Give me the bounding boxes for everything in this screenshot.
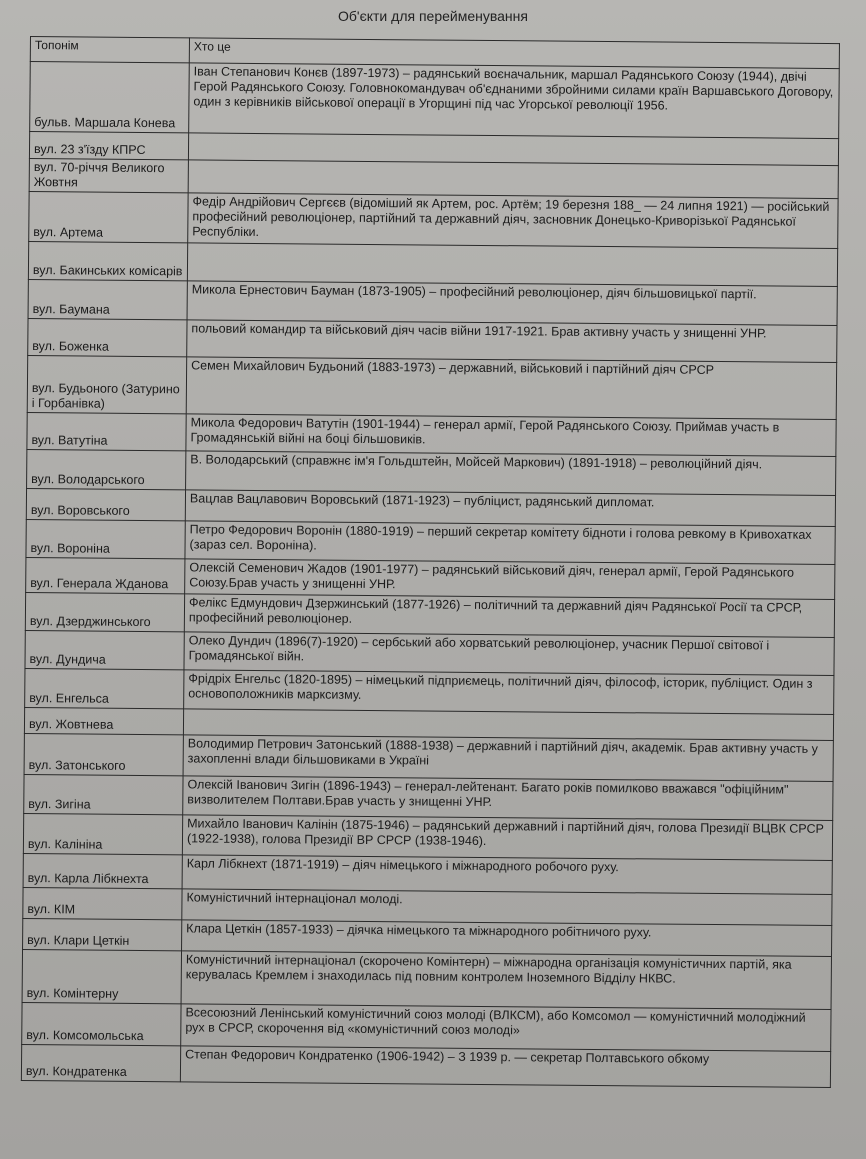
description-cell: Вацлав Вацлавович Воровський (1871-1923) – публіцист, радянський дипломат. [185, 490, 835, 527]
toponym-cell: вул. 70-річчя Великого Жовтня [29, 158, 188, 192]
toponym-cell: вул. Боженка [28, 318, 187, 356]
description-cell: Фрідріх Енгельс (1820-1895) – німецький підприємець, політичний діяч, філософ, історик, публіцист. Один з основоположників марксизму. [184, 670, 834, 715]
table-row [29, 191, 838, 248]
header-toponym: Топонім [30, 37, 189, 63]
renaming-table [21, 36, 840, 1088]
toponym-cell: вул. Бакинських комісарів [28, 241, 187, 280]
toponym-cell: вул. Будьоного (Затурино і Горбанівка) [27, 355, 186, 413]
description-cell: Микола Федорович Ватутін (1901-1944) – генерал армії, Герой Радянського Союзу. Приймав участь в Громадянській війні на боці більшовиків. [186, 414, 836, 457]
table-row [22, 1002, 831, 1051]
description-cell [187, 243, 837, 287]
toponym-cell: вул. Карла Лібкнехта [23, 853, 182, 888]
toponym-cell: вул. Калініна [23, 813, 182, 854]
toponym-cell: вул. Артема [29, 191, 188, 242]
toponym-cell: вул. Вороніна [26, 519, 185, 558]
table-row [22, 949, 831, 1009]
description-cell: Фелікс Едмундович Дзержинський (1877-1926) – політичний та державний діяч Радянської Росії та СРСР, професійний революціонер. [184, 594, 834, 638]
description-cell: Федір Андрійович Сергєєв (відоміший як Артем, рос. Артём; 19 березня 188_ — 24 липня 1921) — російський професійний революціонер, партійний та державний діяч, засновник Донецько-Криворізької Радянської Республіки. [188, 193, 838, 249]
table-row [21, 1044, 830, 1087]
toponym-cell: вул. 23 з'їзду КПРС [29, 132, 188, 160]
table-row [23, 813, 832, 860]
description-cell: Іван Степанович Конєв (1897-1973) – радянський воєначальник, маршал Радянського Союзу (1944), двічі Герой Радянського Союзу. Головнокомандувач об'єднаними збройними силами країн Варшавського Договору, один з керівників військової операції в Угорщині під час Угорської революції 1956. [189, 63, 840, 139]
toponym-cell: вул. Зигіна [24, 774, 183, 814]
description-cell: Олеко Дундич (1896(7)-1920) – сербський або хорватський революціонер, учасник Першої світової і Громадянської війн. [184, 632, 834, 676]
toponym-cell: вул. Ватутіна [27, 412, 186, 450]
toponym-cell: вул. Дзерджинського [25, 592, 184, 631]
description-cell: Комуністичний інтернаціонал молоді. [182, 889, 832, 926]
description-cell: Олексій Іванович Зигін (1896-1943) – генерал-лейтенант. Багато років помилково вважався "офіційним" визволителем Полтави.Брав участь у знищенні УНР. [183, 776, 833, 821]
description-cell: Комуністичний інтернаціонал (скорочено Комінтерн) – міжнародна організація комуністичних партій, яка керувалась Кремлем і знаходилась під повним контролем Іноземного Відділу НКВС. [181, 951, 831, 1010]
toponym-cell: вул. Генерала Жданова [26, 557, 185, 593]
toponym-cell: вул. Клари Цеткін [23, 918, 182, 950]
description-cell: Володимир Петрович Затонський (1888-1938) – державний і партійний діяч, академік. Брав активну участь у захопленні влади більшовиками в Україні [183, 735, 833, 782]
description-cell: польовий командир та військовий діяч часів війни 1917-1921. Брав активну участь у знищенні УНР. [187, 320, 837, 363]
table-row [24, 733, 833, 781]
toponym-cell: вул. Затонського [24, 733, 183, 775]
toponym-cell: вул. Воровського [26, 488, 185, 520]
toponym-cell: вул. Баумана [28, 279, 187, 319]
toponym-cell: вул. Володарського [27, 449, 186, 489]
toponym-cell: вул. Кондратенка [21, 1044, 180, 1081]
description-cell: Олексій Семенович Жадов (1901-1977) – радянський військовий діяч, генерал армії, Герой Радянського Союзу.Брав участь у знищенні УНР. [185, 559, 835, 600]
toponym-cell: вул. Дундича [25, 630, 184, 669]
description-cell: Клара Цеткін (1857-1933) – діячка німецького та міжнародного робітничого руху. [182, 920, 832, 957]
toponym-cell: бульв. Маршала Конева [30, 62, 190, 133]
table-row [30, 62, 840, 139]
description-cell: Карл Лібкнехт (1871-1919) – діяч німецького і міжнародного робочого руху. [182, 855, 832, 895]
toponym-cell: вул. Жовтнева [24, 707, 183, 734]
toponym-cell: вул. Комінтерну [22, 949, 181, 1003]
document-title: Об'єкти для перейменування [338, 8, 528, 24]
description-cell: Семен Михайлович Будьоний (1883-1973) – державний, військовий і партійний діяч СРСР [186, 357, 836, 420]
toponym-cell: вул. КІМ [23, 887, 182, 919]
description-cell: Михайло Іванович Калінін (1875-1946) – радянський державний і партійний діяч, голова Президії ВЦВК СРСР (1922-1938), голова Президії ВР СРСР (1938-1946). [182, 815, 832, 861]
table-row [27, 355, 836, 419]
description-cell: Степан Федорович Кондратенко (1906-1942) – З 1939 р. — секретар Полтавського обкому [180, 1046, 830, 1088]
toponym-cell: вул. Комсомольська [22, 1002, 181, 1045]
description-cell: Петро Федорович Воронін (1880-1919) – перший секретар комітету бідноти і голова ревкому в Кривохатках (зараз сел. Вороніна). [185, 521, 835, 565]
header-who: Хто це [189, 38, 839, 69]
description-cell: В. Володарський (справжнє ім'я Гольдштейн, Мойсей Маркович) (1891-1918) – революційний діяч. [186, 451, 836, 496]
description-cell: Всесоюзний Ленінський комуністичний союз молоді (ВЛКСМ), або Комсомол — комуністичний молодіжний рух в СРСР, скорочення від «комуністичний союз молоді» [181, 1004, 831, 1052]
description-cell: Микола Ернестович Бауман (1873-1905) – професійний революціонер, діяч більшовицької партії. [187, 281, 837, 326]
toponym-cell: вул. Енгельса [25, 668, 184, 708]
